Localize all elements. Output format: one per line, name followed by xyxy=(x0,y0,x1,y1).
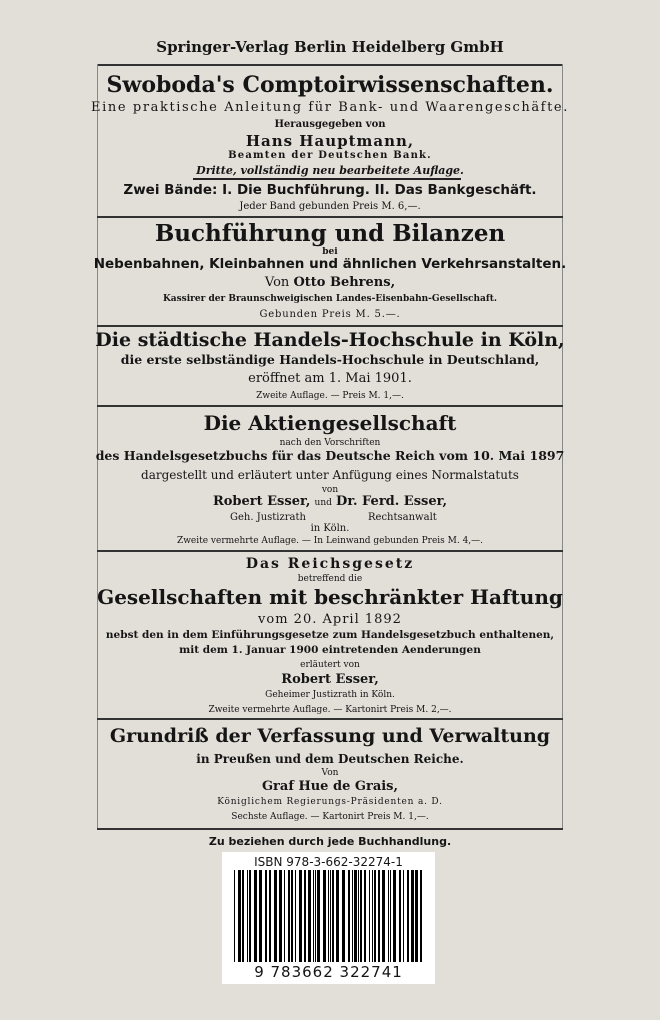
barcode-bar xyxy=(265,870,267,962)
barcode-bar xyxy=(291,870,293,962)
barcode-bar xyxy=(399,870,401,962)
barcode-bar xyxy=(328,870,329,962)
barcode-bar xyxy=(279,870,282,962)
barcode-bar xyxy=(388,870,389,962)
barcode-bar xyxy=(369,870,370,962)
author-role: Beamten der Deutschen Bank. xyxy=(228,150,432,161)
barcode-bar xyxy=(415,870,418,962)
isbn-label: ISBN 978-3-662-32274-1 xyxy=(254,855,403,869)
divider xyxy=(97,216,563,218)
barcode-bar xyxy=(323,870,326,962)
by: Von xyxy=(264,275,290,290)
book-title: Gesellschaften mit beschränkter Haftung xyxy=(97,585,563,609)
barcode-bar xyxy=(348,870,350,962)
divider xyxy=(97,718,563,720)
barcode-bar xyxy=(358,870,359,962)
barcode-bar xyxy=(254,870,257,962)
barcode-bar xyxy=(274,870,277,962)
barcode-bar xyxy=(393,870,396,962)
volumes: Zwei Bände: I. Die Buchführung. II. Das Bankgeschäft. xyxy=(123,182,537,198)
author: Graf Hue de Grais, xyxy=(261,779,399,794)
author-role: Kassirer der Braunschweigischen Landes-Eisenbahn-Gesellschaft. xyxy=(162,294,498,304)
barcode-bar xyxy=(315,870,316,962)
barcode-bars xyxy=(230,870,427,962)
line: des Handelsgesetzbuchs für das Deutsche Reich vom 10. Mai 1897 xyxy=(95,448,565,463)
barcode-bar xyxy=(304,870,306,962)
barcode-bar xyxy=(332,870,334,962)
underline xyxy=(193,178,461,180)
footer: Zu beziehen durch jede Buchhandlung. xyxy=(208,835,452,848)
barcode-bar xyxy=(360,870,362,962)
book-subtitle: Eine praktische Anleitung für Bank- und Waarengeschäfte. xyxy=(91,100,569,115)
barcode-bar xyxy=(407,870,409,962)
title-pre: Das Reichsgesetz xyxy=(245,556,415,572)
author-role: Königlichem Regierungs-Präsidenten a. D. xyxy=(217,797,443,807)
book-title: Die städtische Handels-Hochschule in Köln, xyxy=(95,329,565,351)
book-subtitle: in Preußen und dem Deutschen Reiche. xyxy=(196,752,464,766)
barcode-bar xyxy=(330,870,331,962)
price: Jeder Band gebunden Preis M. 6,—. xyxy=(239,201,421,212)
place: in Köln. xyxy=(310,523,350,534)
editor-intro: Herausgegeben von xyxy=(274,119,386,130)
barcode-bar xyxy=(299,870,302,962)
line: dargestellt und erläutert unter Anfügung eines Normalstatuts xyxy=(141,468,519,482)
price: Zweite vermehrte Auflage. — Kartonirt Preis M. 2,—. xyxy=(208,705,452,715)
barcode-bar xyxy=(269,870,271,962)
edition: Dritte, vollständig neu bearbeitete Auflage. xyxy=(196,164,464,177)
barcode xyxy=(222,852,435,984)
by: von xyxy=(321,485,339,495)
divider xyxy=(97,828,563,830)
barcode-bar xyxy=(378,870,380,962)
author: Robert Esser, xyxy=(212,494,311,509)
price: Zweite vermehrte Auflage. — In Leinwand gebunden Preis M. 4,—. xyxy=(176,536,484,546)
divider xyxy=(97,405,563,407)
barcode-bar xyxy=(364,870,366,962)
book-title: Swoboda's Comptoirwissenschaften. xyxy=(106,72,554,98)
barcode-bar xyxy=(403,870,404,962)
barcode-digits: 9 783662 322741 xyxy=(254,963,403,981)
book-subtitle: Nebenbahnen, Kleinbahnen und ähnlichen Verkehrsanstalten. xyxy=(93,256,567,272)
barcode-bar xyxy=(288,870,290,962)
line: nebst den in dem Einführungsgesetze zum Handelsgesetzbuch enthaltenen, xyxy=(105,629,555,641)
line: nach den Vorschriften xyxy=(279,438,381,448)
barcode-bar xyxy=(308,870,311,962)
publisher: Springer-Verlag Berlin Heidelberg GmbH xyxy=(156,38,504,56)
author: Otto Behrens, xyxy=(293,275,396,290)
author: Robert Esser, xyxy=(281,672,379,687)
barcode-bar xyxy=(336,870,339,962)
barcode-bar xyxy=(372,870,373,962)
barcode-bar xyxy=(247,870,248,962)
date: vom 20. April 1892 xyxy=(258,612,402,627)
author: Hans Hauptmann, xyxy=(245,132,415,150)
barcode-bar xyxy=(313,870,314,962)
price: Zweite Auflage. — Preis M. 1,—. xyxy=(256,391,404,401)
author-role: Rechtsanwalt xyxy=(368,512,437,523)
by: erläutert von xyxy=(300,660,360,670)
divider xyxy=(97,325,563,327)
barcode-bar xyxy=(354,870,357,962)
barcode-bar xyxy=(374,870,376,962)
author: Dr. Ferd. Esser, xyxy=(336,494,448,509)
book-subtitle: die erste selbständige Handels-Hochschule in Deutschland, xyxy=(120,352,540,367)
barcode-bar xyxy=(352,870,353,962)
price: Sechste Auflage. — Kartonirt Preis M. 1,—. xyxy=(231,812,429,822)
barcode-bar xyxy=(249,870,251,962)
barcode-bar xyxy=(259,870,262,962)
barcode-bar xyxy=(420,870,422,962)
author-role: Geh. Justizrath xyxy=(230,512,306,523)
barcode-bar xyxy=(295,870,296,962)
barcode-bar xyxy=(234,870,235,962)
price: Gebunden Preis M. 5.—. xyxy=(259,309,401,320)
barcode-bar xyxy=(317,870,320,962)
barcode-bar xyxy=(242,870,244,962)
book-title: Die Aktiengesellschaft xyxy=(203,411,457,435)
author-role: Geheimer Justizrath in Köln. xyxy=(265,690,395,700)
conj: betreffend die xyxy=(297,574,363,584)
barcode-bar xyxy=(238,870,241,962)
line: mit dem 1. Januar 1900 eintretenden Aenderungen xyxy=(179,644,481,656)
barcode-bar xyxy=(411,870,414,962)
by: Von xyxy=(321,768,339,778)
conj: bei xyxy=(322,247,338,257)
barcode-bar xyxy=(284,870,285,962)
and: und xyxy=(314,498,332,508)
book-title: Buchführung und Bilanzen xyxy=(154,220,506,247)
barcode-bar xyxy=(382,870,385,962)
opened: eröffnet am 1. Mai 1901. xyxy=(248,371,412,386)
barcode-bar xyxy=(390,870,391,962)
divider xyxy=(97,550,563,552)
barcode-bar xyxy=(342,870,345,962)
book-title: Grundriß der Verfassung und Verwaltung xyxy=(109,725,551,747)
